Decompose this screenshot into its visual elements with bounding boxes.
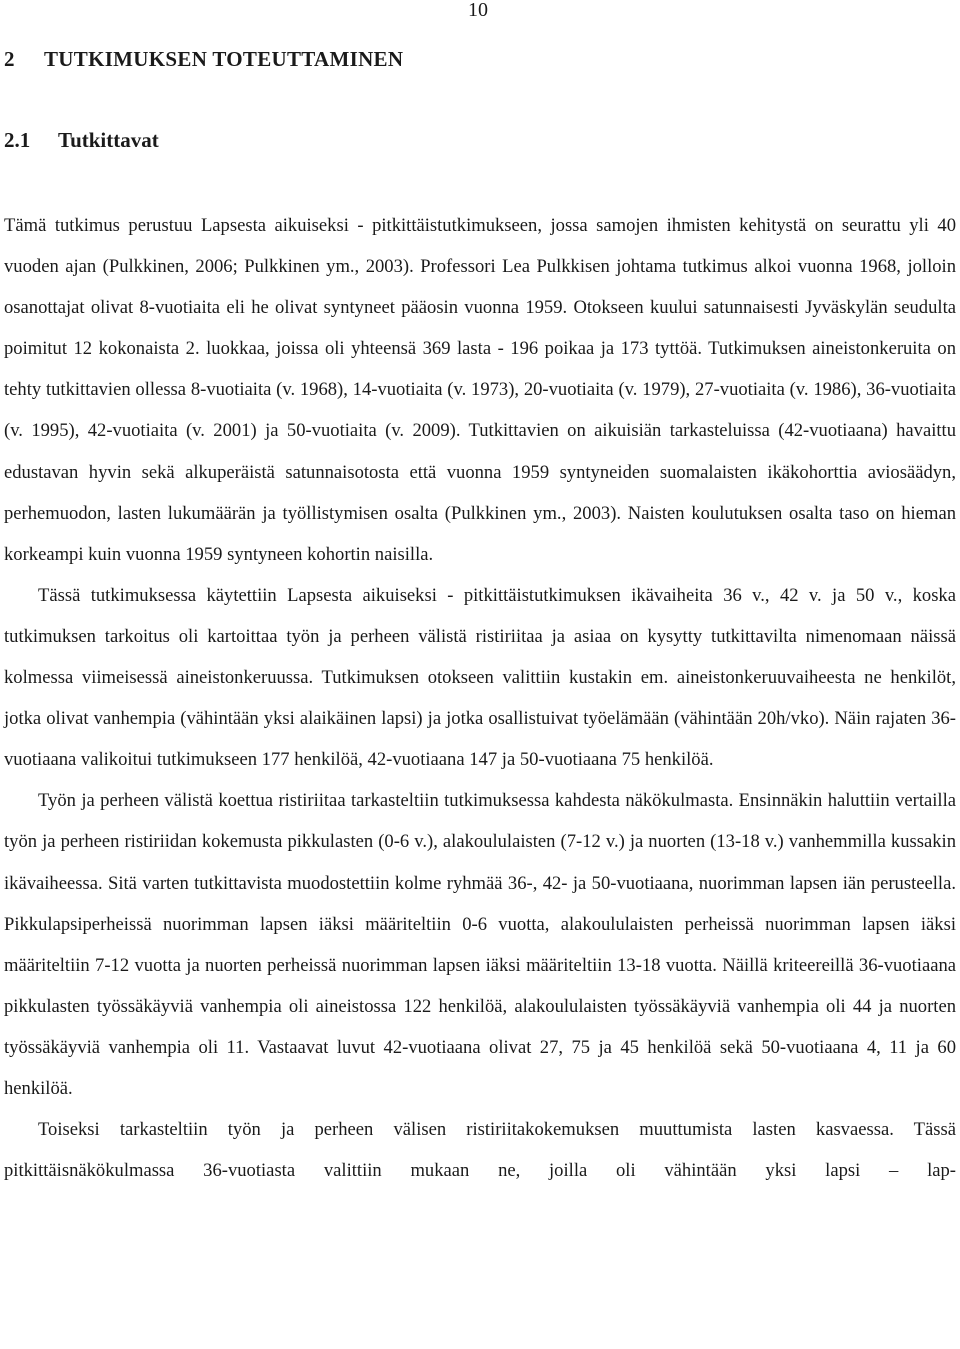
paragraph-1: Tämä tutkimus perustuu Lapsesta aikuiseksi - pitkittäistutkimukseen, jossa samojen ihmisten kehitystä on seurattu yli 40 vuoden ajan (Pulkkinen, 2006; Pulkkinen ym., 2003). Professori Lea Pulkkisen johtama tutkimus alkoi vuonna 1968, jolloin osanottajat olivat 8-vuotiaita eli he olivat syntyneet pääosin vuonna 1959. Otokseen kuului satunnaisesti Jyväskylän seudulta poimitut 12 kokonaista 2. luokkaa, joissa oli yhteensä 369 lasta - 196 poikaa ja 173 tyttöä. Tutkimuksen aineistonkeruita on tehty tutkittavien ollessa 8-vuotiaita (v. 1968), 14-vuotiaita (v. 1973), 20-vuotiaita (v. 1979), 27-vuotiaita (v. 1986), 36-vuotiaita (v. 1995), 42-vuotiaita (v. 2001) ja 50-vuotiaita (v. 2009). Tutkittavien on aikuisiän tarkasteluissa (42-vuotiaana) havaittu edustavan hyvin sekä alkuperäistä satunnaisotosta että vuonna 1959 syntyneiden suomalaisten ikäkohorttia aviosäädyn, perhemuodon, lasten lukumäärän ja työllistymisen osalta (Pulkkinen ym., 2003). Naisten koulutuksen osalta taso on hieman korkeampi kuin vuonna 1959 syntyneen kohortin naisilla. <box>4 215 956 565</box>
paragraph-3: Työn ja perheen välistä koettua ristiriitaa tarkasteltiin tutkimuksessa kahdesta näkökulmasta. Ensinnäkin haluttiin vertailla työn ja perheen ristiriidan kokemusta pikkulasten (0-6 v.), alakoululaisten (7-12 v.) ja nuorten (13-18 v.) vanhemmilla kussakin ikävaiheessa. Sitä varten tutkittavista muodostettiin kolme ryhmää 36-, 42- ja 50-vuotiaana, nuorimman lapsen iän perusteella. Pikkulapsiperheissä nuorimman lapsen iäksi määriteltiin 0-6 vuotta, alakoululaisten perheissä nuorimman lapsen iäksi määriteltiin 7-12 vuotta ja nuorten perheissä nuorimman lapsen iäksi määriteltiin 13-18 vuotta. Näillä kriteereillä 36-vuotiaana pikkulasten työssäkäyviä vanhempia oli aineistossa 122 henkilöä, alakoululaisten työssäkäyviä vanhempia oli 44 ja nuorten työssäkäyviä vanhempia oli 11. Vastaavat luvut 42-vuotiaana olivat 27, 75 ja 45 henkilöä sekä 50-vuotiaana 4, 11 ja 60 henkilöä. <box>4 790 956 1099</box>
page-number: 10 <box>468 0 488 21</box>
section-title: Tutkittavat <box>58 128 159 152</box>
chapter-heading <box>4 45 403 73</box>
body-text <box>4 205 956 1191</box>
section-number: 2.1 <box>4 128 31 152</box>
chapter-title: TUTKIMUKSEN TOTEUTTAMINEN <box>44 47 404 71</box>
paragraph-4: Toiseksi tarkasteltiin työn ja perheen välisen ristiriitakokemuksen muuttumista lasten kasvaessa. Tässä pitkittäisnäkökulmassa 36-vuotiasta valittiin mukaan ne, joilla oli vähintään yksi lapsi – lap- <box>4 1119 956 1182</box>
paragraph-2: Tässä tutkimuksessa käytettiin Lapsesta aikuiseksi - pitkittäistutkimuksen ikävaiheita 36 v., 42 v. ja 50 v., koska tutkimuksen tarkoitus oli kartoittaa työn ja perheen välistä ristiriitaa ja asiaa on kysytty tutkittavilta nimenomaan näissä kolmessa viimeisessä aineistonkeruussa. Tutkimuksen otokseen valittiin kustakin em. aineistonkeruuvaiheesta ne henkilöt, jotka olivat vanhempia (vähintään yksi alaikäinen lapsi) ja jotka osallistuivat työelämään (vähintään 20h/vko). Näin rajaten 36-vuotiaana valikoitui tutkimukseen 177 henkilöä, 42-vuotiaana 147 ja 50-vuotiaana 75 henkilöä. <box>4 584 956 771</box>
section-heading <box>4 126 159 154</box>
chapter-number: 2 <box>4 47 15 71</box>
